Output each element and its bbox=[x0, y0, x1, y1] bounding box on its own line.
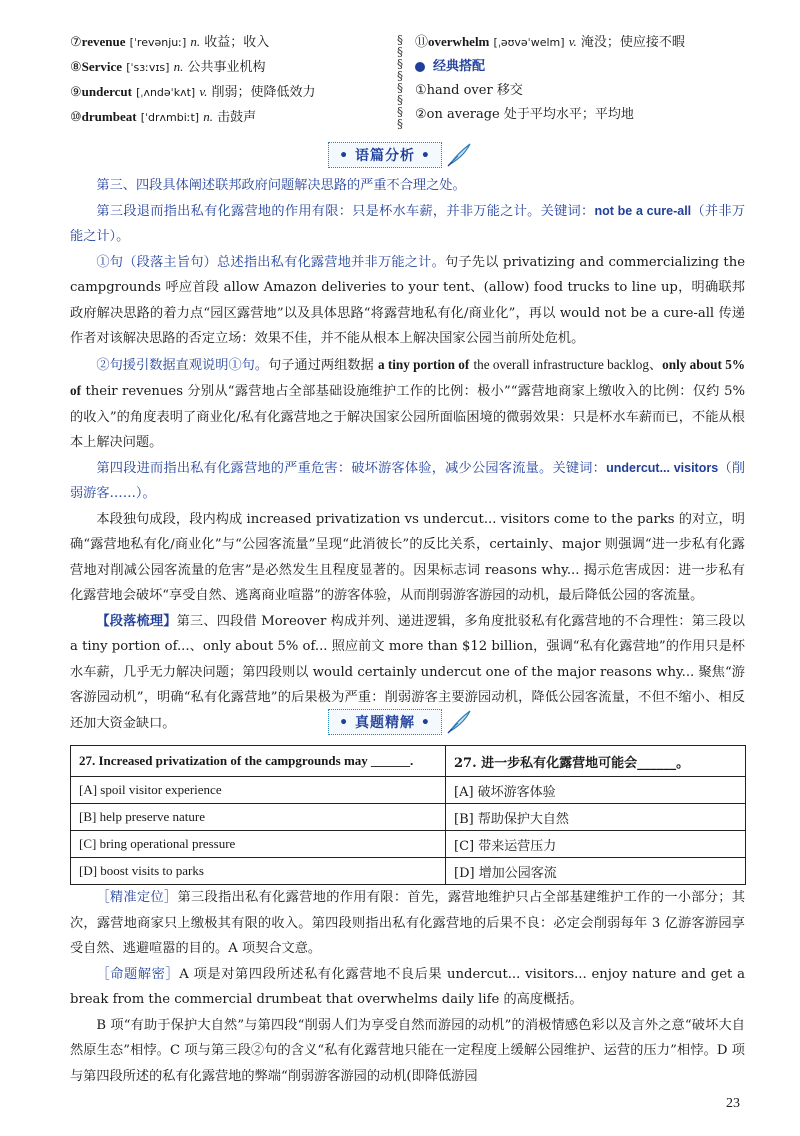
page-number: 23 bbox=[726, 1096, 740, 1111]
analysis-body bbox=[70, 173, 745, 736]
paragraph: ［命题解密］A 项是对第四段所述私有化露营地不良后果 undercut... visitors... enjoy nature and get a break from the commercial drumbeat that overwhelms daily life 的高度概括。 bbox=[70, 966, 745, 1007]
vocab-item: ⑧Service [ˈsɜːvɪs] n. 公共事业机构 bbox=[70, 59, 266, 75]
vocab-item: ⑪overwhelm [ˌəʊvəˈwelm] v. 淹没；使应接不暇 bbox=[415, 34, 685, 50]
quill-pen-icon bbox=[446, 709, 472, 735]
vocab-right-column bbox=[415, 30, 760, 127]
question-en: 27. Increased privatization of the campgrounds may ______. bbox=[71, 746, 446, 777]
collocation-item: ①hand over 移交 bbox=[415, 83, 523, 98]
option-en: [B] help preserve nature bbox=[71, 804, 446, 831]
option-en: [A] spoil visitor experience bbox=[71, 777, 446, 804]
table-row bbox=[71, 831, 746, 858]
spiral-divider: § § § § § § § § bbox=[397, 33, 403, 131]
paragraph: 第四段进而指出私有化露营地的严重危害：破坏游客体验，减少公园客流量。关键词：undercut... visitors（削弱游客……）。 bbox=[70, 460, 745, 501]
table-row bbox=[71, 777, 746, 804]
paragraph: 本段独句成段，段内构成 increased privatization vs undercut... visitors come to the parks 的对立，明确“露营地私有化/商业化”与“公园客流量”呈现“此消彼长”的反比关系，certainly、major 则强调“进一步私有化露营地对削减公园客流量的危害”是必然发生且程度显著的。因果标志词 reasons why... 揭示危害成因：进一步私有化露营地会破坏“享受自然、逃离商业喧嚣”的游客体验，从而削弱游客游园的动机，最后降低公园的客流量。 bbox=[70, 511, 745, 603]
paragraph: ［精准定位］第三段指出私有化露营地的作用有限：首先，露营地维护只占全部基建维护工作的一小部分；其次，露营地商家只上缴极其有限的收入。第四段则指出私有化露营地的后果不良：必定会削弱每年 3 亿游客游园享受自然、逃避喧嚣的目的。A 项契合文意。 bbox=[70, 890, 746, 956]
question-table bbox=[70, 745, 746, 885]
vocab-left-column bbox=[70, 30, 390, 130]
option-en: [C] bring operational pressure bbox=[71, 831, 446, 858]
section-title-solutions: • 真题精解 • bbox=[0, 707, 800, 737]
paragraph: B 项“有助于保护大自然”与第四段“削弱人们为享受自然而游园的动机”的消极情感色彩以及言外之意“破坏大自然原生态”相悖。C 项与第三段②句的含义“私有化露营地只能在一定程度上缓解公园维护、运营的压力”相悖。D 项与第四段所述的私有化露营地的弊端“削弱游客游园的动机(即降低游园 bbox=[70, 1017, 745, 1084]
collocation-heading: 经典搭配 bbox=[415, 55, 760, 79]
question-cn: 27. 进一步私有化露营地可能会______。 bbox=[446, 746, 746, 777]
paragraph: 第三、四段具体阐述联邦政府问题解决思路的严重不合理之处。 bbox=[96, 178, 466, 193]
table-row bbox=[71, 746, 746, 777]
vocab-item: ⑦revenue [ˈrevənjuː] n. 收益；收入 bbox=[70, 34, 270, 50]
vocabulary-block bbox=[70, 30, 760, 130]
bullet-icon bbox=[415, 62, 425, 72]
option-cn: [C] 带来运营压力 bbox=[446, 831, 746, 858]
quill-pen-icon bbox=[446, 142, 472, 168]
table-row bbox=[71, 858, 746, 885]
option-cn: [D] 增加公园客流 bbox=[446, 858, 746, 885]
paragraph: ①句（段落主旨句）总述指出私有化露营地并非万能之计。句子先以 privatizing and commercializing the campgrounds 呼应首段 allow Amazon deliveries to your tent、(allow) food trucks to line up，明确联邦政府解决思路的着力点“园区露营地”以及具体思路“将露营地私有化/商业化”，再以 would not be a cure-all 传递作者对该解决思路的否定立场：效果不佳，并不能从根本上解决国家公园当前所处危机。 bbox=[70, 254, 745, 346]
option-cn: [B] 帮助保护大自然 bbox=[446, 804, 746, 831]
table-row bbox=[71, 804, 746, 831]
paragraph: 第三段退而指出私有化露营地的作用有限：只是杯水车薪，并非万能之计。关键词：not be a cure-all（并非万能之计）。 bbox=[70, 203, 746, 244]
paragraph: ②句援引数据直观说明①句。句子通过两组数据 a tiny portion of the overall infrastructure backlog、only about 5% of their revenues 分别从“露营地占全部基础设施维护工作的比例：极小”“露营地商家上缴收入的比例：仅约 5% 的收入”的角度表明了商业化/私有化露营地之于解决国家公园所面临困境的微弱效果：只是杯水车薪而已，不能从根本上解决问题。 bbox=[70, 356, 746, 450]
option-en: [D] boost visits to parks bbox=[71, 858, 446, 885]
option-cn: [A] 破坏游客体验 bbox=[446, 777, 746, 804]
vocab-item: ⑩drumbeat [ˈdrʌmbiːt] n. 击鼓声 bbox=[70, 109, 257, 125]
vocab-item: ⑨undercut [ˌʌndəˈkʌt] v. 削弱；使降低效力 bbox=[70, 84, 316, 100]
paragraph: 【段落梳理】第三、四段借 Moreover 构成并列、递进逻辑，多角度批驳私有化露营地的不合理性：第三段以 a tiny portion of...、only about 5% of... 照应前文 more than $12 billion，强调“私有化露营地”的作用只是杯水车薪，几乎无力解决问题；第四段则以 would certainly undercut one of the major reasons why... 聚焦“游客游园动机”，明确“私有化露营地”的后果极为严重：削弱游客主要游园动机，降低公园客流量，不但不缩小、相反还加大资金缺口。 bbox=[70, 613, 745, 731]
section-title-analysis: • 语篇分析 • bbox=[0, 140, 800, 170]
collocation-item: ②on average 处于平均水平；平均地 bbox=[415, 107, 634, 122]
answer-explanation bbox=[70, 885, 745, 1089]
